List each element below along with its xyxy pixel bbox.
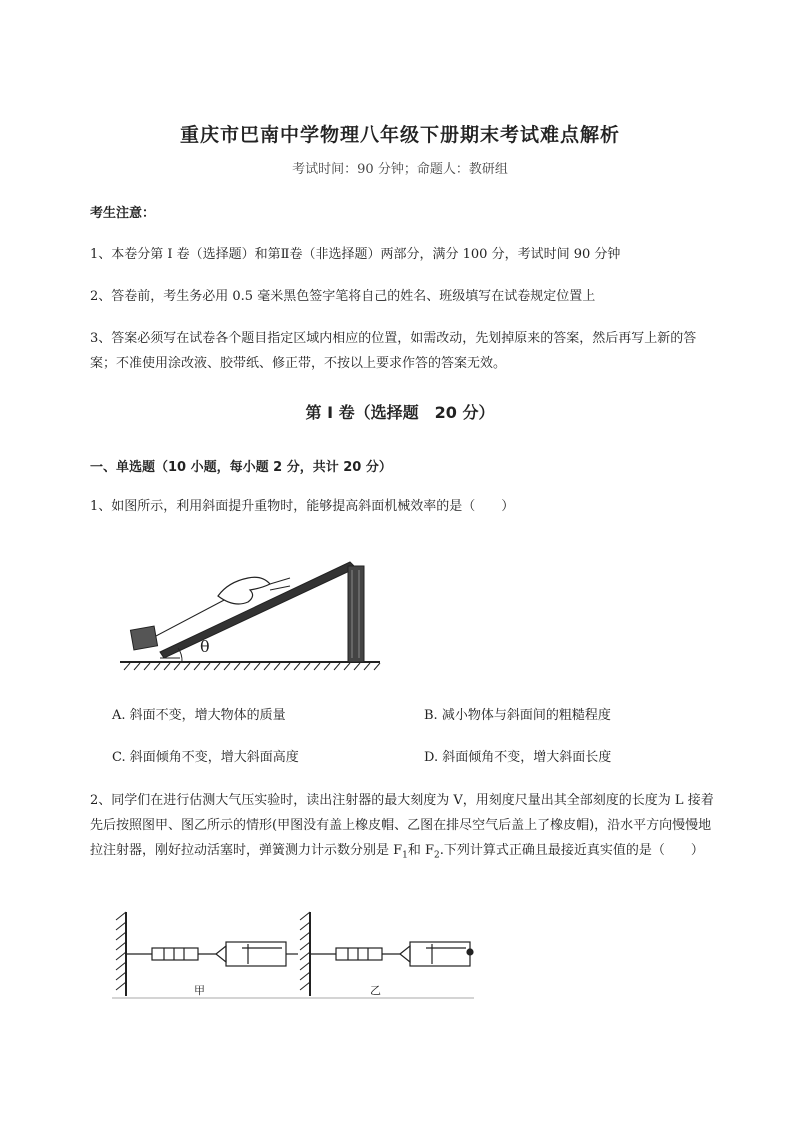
q1-option-a[interactable]: A. 斜面不变，增大物体的质量 <box>112 708 286 723</box>
notice-item-1: 1、本卷分第 I 卷（选择题）和第Ⅱ卷（非选择题）两部分，满分 100 分，考试时间 90 分钟 <box>90 247 621 262</box>
figure-label-jia: 甲 <box>194 984 205 997</box>
page-title: 重庆市巴南中学物理八年级下册期末考试难点解析 <box>179 124 620 146</box>
notice-item-3: 3、答案必须写在试卷各个题目指定区域内相应的位置，如需改动，先划掉原来的答案，然后再写上新的答案；不准使用涂改液、胶带纸、修正带，不按以上要求作答的答案无效。 <box>90 331 697 371</box>
incline-figure <box>118 540 383 672</box>
section-title: 第 I 卷（选择题 20 分） <box>305 403 495 422</box>
angle-label: θ <box>200 637 210 656</box>
page-subtitle: 考试时间：90 分钟；命题人：教研组 <box>292 162 508 177</box>
question-type-heading: 一、单选题（10 小题，每小题 2 分，共计 20 分） <box>90 460 392 475</box>
q1-option-d[interactable]: D. 斜面倾角不变，增大斜面长度 <box>424 750 612 765</box>
syringe-figure <box>112 908 474 1000</box>
q1-stem: 1、如图所示，利用斜面提升重物时，能够提高斜面机械效率的是（ ） <box>90 499 515 514</box>
q1-option-b[interactable]: B. 减小物体与斜面间的粗糙程度 <box>424 708 611 723</box>
q2-stem: 2、同学们在进行估测大气压实验时，读出注射器的最大刻度为 V，用刻度尺量出其全部刻度的长度为 L 接着先后按照图甲、图乙所示的情形(甲图没有盖上橡皮帽、乙图在排尽空气后盖上了橡皮帽)，沿水平方向慢慢地拉注射器，刚好拉动活塞时，弹簧测力计示数分别是 $F_1$和 $F_2$.下列计算式正确且最接近真实值的是（ ） <box>90 793 714 861</box>
q1-option-c[interactable]: C. 斜面倾角不变，增大斜面高度 <box>112 750 299 765</box>
figure-label-yi: 乙 <box>370 984 381 997</box>
notice-heading: 考生注意： <box>90 206 156 221</box>
notice-item-2: 2、答卷前，考生务必用 0.5 毫米黑色签字笔将自己的姓名、班级填写在试卷规定位置上 <box>90 289 596 304</box>
